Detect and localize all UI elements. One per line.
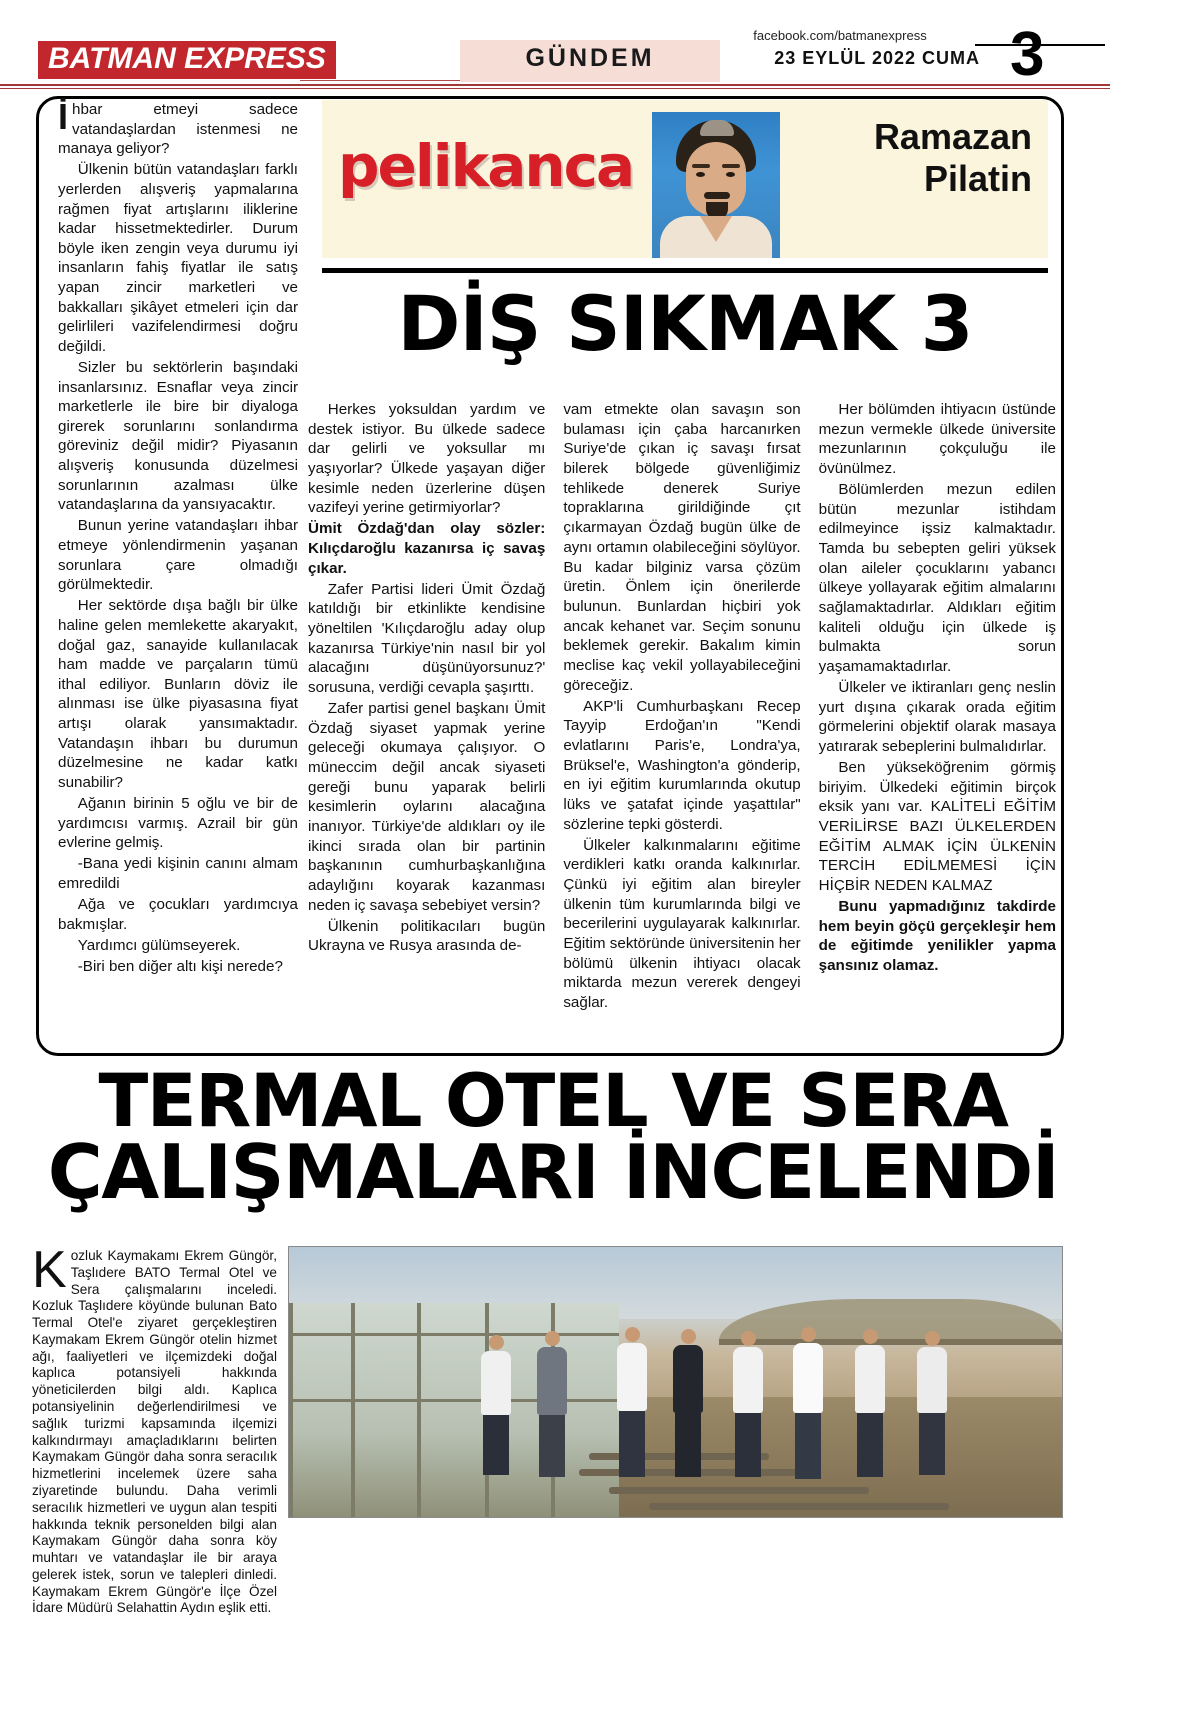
photo-greenhouse	[289, 1303, 619, 1518]
person-2-head	[545, 1331, 560, 1346]
person-4-legs	[675, 1413, 701, 1477]
person-4-body	[673, 1345, 703, 1413]
masthead-underline-thick	[0, 84, 1110, 86]
person-8-head	[925, 1331, 940, 1346]
person-8-body	[917, 1347, 947, 1413]
page-number: 3	[1010, 20, 1045, 89]
portrait-hair-highlight	[700, 120, 734, 136]
person-7-head	[863, 1329, 878, 1344]
masthead-underline-thin	[0, 88, 1110, 89]
person-5-legs	[735, 1413, 761, 1477]
c3-para-2: Ülkeler ve iktiranları genç neslin yurt dışına çıkarak orada eğitim görmelerini objektif olarak masaya yatırarak sebeplerini bulmalıdırlar.	[818, 679, 1056, 756]
bottom-headline-line1: TERMAL OTEL VE SERA	[98, 1059, 1008, 1144]
person-5-body	[733, 1347, 763, 1413]
person-1-legs	[483, 1415, 509, 1475]
person-3-head	[625, 1327, 640, 1342]
bottom-story-photo	[288, 1246, 1063, 1518]
greenhouse-beam-1	[289, 1333, 619, 1336]
dropcap-i: İ	[58, 96, 69, 137]
greenhouse-beam-2	[289, 1399, 619, 1402]
headline-rule	[322, 268, 1048, 273]
c3-closing-bold: Bunu yapmadığınız takdirde hem beyin göçü gerçekleşir hem de eğitimde yenilikler yapma şansınız olamaz.	[818, 898, 1056, 975]
bottom-story-body	[32, 1241, 277, 1617]
person-6-body	[793, 1343, 823, 1413]
left-para-5: Ağanın birinin 5 oğlu ve bir de yardımcısı varmış. Azrail bir gün evlerine gelmiş.	[58, 794, 298, 852]
person-3-body	[617, 1343, 647, 1411]
person-6-head	[801, 1327, 816, 1342]
portrait-brow-left	[692, 164, 710, 168]
c1-para-3: Zafer partisi genel başkanı Ümit Özdağ siyaset yapmak yerine geleceği okumaya çalışıyor. O müneccim değil ancak siyaseti gereği bunu yaparak belirli kesimlerin oylarını alacağına inanıyor. Türkiye'de aldıkları oy ile ikinci sırada olan bir partinin başkanının cumhurbaşkanlığına adaylığını koyarak kazanması neden iç savaşa sebebiyet versin?	[308, 699, 546, 914]
masthead	[0, 0, 1200, 92]
masthead-left-rule	[300, 80, 460, 81]
left-para-0: hbar etmeyi sadece vatandaşlardan istenmesi ne manaya geliyor?	[58, 101, 298, 158]
left-para-9: -Biri ben diğer altı kişi nerede?	[77, 957, 283, 975]
left-para-1: Ülkenin bütün vatandaşları farklı yerlerden alışveriş yapmalarına rağmen fiyat artışlarını iliklerine kadar hissetmektedirler. Durum böyle iken zengin veya durumu iyi insanların fahiş fiyatlar ile satış yapan zincir marketleri ve bakkalları şikâyet etmeleri için dar gelirlileri vazifelendirmesi doğru değildi.	[58, 161, 298, 355]
person-7-body	[855, 1345, 885, 1413]
newspaper-logo: BATMAN EXPRESS	[38, 41, 336, 79]
c3-para-0: Her bölümden ihtiyacın üstünde mezun vermekle ülkede üniversite mezunlarının çokçuluğu ile övünülmez.	[818, 401, 1056, 478]
section-title: GÜNDEM	[525, 44, 655, 72]
opinion-columns	[308, 400, 1056, 1045]
c1-para-0: Herkes yoksuldan yardım ve destek istiyor. Bu ülkede sadece dar gelirli ve yoksullar mı yaşıyorlar? Ülkede yaşayan diğer kesimle neden üzerlerine düşen vazifeyi yerine getirmiyorlar?	[308, 401, 546, 517]
opinion-column-3	[819, 400, 1056, 1045]
column-banner	[322, 100, 1048, 258]
c1-para-2: Zafer Partisi lideri Ümit Özdağ katıldığı bir etkinlikte kendisine yöneltilen 'Kılıçdaroğlu aday olup kazanırsa Türkiye'nin nasıl bir yol alacağını düşünüyorsunuz?' sorusuna, verdiği cevapla şaşırttı.	[308, 580, 546, 697]
person-1-body	[481, 1351, 511, 1415]
c2-para-1: AKP'li Cumhurbaşkanı Recep Tayyip Erdoğan'ın "Kendi evlatlarını Paris'e, Londra'ya, Brüksel'e, Washington'a gönderip, en iyi eğitim kurumlarında okutup lüks ve şatafat içinde yaşattılar" sözlerine tepki gösterdi.	[563, 697, 801, 833]
bottom-story-headline	[40, 1059, 1066, 1216]
c3-para-3: Ben yükseköğrenim görmiş biriyim. Ülkedeki eğitimin birçok eksik yanı var. KALİTELİ EĞİTİM VERİLİRSE BAZI ÜLKELERDEN EĞİTİM ALMAK İÇİN ÜLKENİN TERCİH EDİLMEMESİ İÇİN HİÇBİR NEDEN KALMAZ	[818, 758, 1056, 895]
publication-date: 23 EYLÜL 2022 CUMA	[774, 48, 980, 68]
left-para-6: -Bana yedi kişinin canını almam emredildi	[58, 855, 298, 892]
left-para-3: Bunun yerine vatandaşları ihbar etmeye yönlendirmenin yaşanan sorunlara çare olmadığı görülmektedir.	[58, 517, 298, 594]
person-1-head	[489, 1335, 504, 1350]
photo-pipe-4	[649, 1503, 949, 1510]
author-name-line2: Pilatin	[923, 158, 1032, 200]
author-name	[732, 116, 1032, 201]
person-8-legs	[919, 1413, 945, 1475]
person-3-legs	[619, 1411, 645, 1477]
facebook-handle: facebook.com/batmanexpress	[753, 28, 927, 43]
c1-subhead: Ümit Özdağ'dan olay sözler: Kılıçdaroğlu kazanırsa iç savaş çıkar.	[308, 520, 546, 577]
left-para-8: Yardımcı gülümseyerek.	[77, 936, 241, 954]
opinion-column-2	[563, 400, 800, 1045]
left-para-2: Sizler bu sektörlerin başındaki insanlarsınız. Esnaflar veya zincir marketlerle ile bire bir diyaloga girerek sorunlarını sonlandırma göreviniz değil midir? Piyasanın alışveriş konusunda düzelmesi sorunlarının azalması ülke vatandaşlarına da yansıyacaktır.	[58, 358, 298, 514]
opinion-headline: DİŞ SIKMAK 3	[397, 279, 973, 368]
pelikanca-logo: pelikanca	[338, 132, 634, 200]
left-para-7: Ağa ve çocukları yardımcıya bakmışlar.	[58, 895, 298, 933]
c2-para-0: vam etmekte olan savaşın son bulaması için çaba harcanırken Suriye'de çıkan iç savaşı fırsat bilerek bölgede güvenliğimiz tehlikede denerek Suriye topraklarına girildiğinde çıt çıkarmayan Özdağ bugün ülke de aynı ortamın olabileceğini söylüyor. Bu kadar bilginiz varsa çözüm üretin. Önlem için önerilerde bulunun. Bunlardan hiçbiri yok ancak kehanet var. Seçim sonunu beklemek gerekir. Bakalım kimin meclise kaç vekil yollayabileceğini göreceğiz.	[563, 401, 801, 694]
opinion-column-1	[308, 400, 545, 1045]
person-4-head	[681, 1329, 696, 1344]
photo-fence	[719, 1339, 1063, 1345]
person-2-body	[537, 1347, 567, 1415]
author-name-line1: Ramazan	[873, 116, 1032, 157]
c3-para-1: Bölümlerden mezun edilen bütün mezunlar istihdam edilmeyince işsiz kalmaktadır. Tamda bu sebepten geliri yüksek olan aileler çocuklarını yabancı ülkeye yollayarak eğitim almalarını sağlamaktadırlar. Aldıkları eğitim kaliteli olduğu için ülkede iş bulmakta sorun yaşamamaktadırlar.	[818, 480, 1056, 676]
photo-pipe-3	[609, 1487, 869, 1494]
c1-para-4: Ülkenin politikacıları bugün Ukrayna ve Rusya arasında de-	[308, 917, 546, 955]
person-2-legs	[539, 1415, 565, 1477]
left-summary-column	[58, 96, 298, 1045]
bottom-headline-line2: ÇALIŞMALARI İNCELENDİ	[47, 1127, 1059, 1216]
portrait-eye-left	[696, 172, 705, 177]
person-6-legs	[795, 1413, 821, 1479]
left-para-4: Her sektörde dışa bağlı bir ülke haline gelen memlekette akaryakıt, doğal gaz, sanayide kullanılacak ham madde ve parçaların tümü ithal ediliyor. Bunların döviz ile alınması ise ülke piyasasına fiyat artışı olarak yansımaktadır. Vatandaşın ihbarı bu durumun düzelmesine ne kadar katkı sunabilir?	[58, 597, 298, 791]
bottom-body-text: ozluk Kaymakamı Ekrem Güngör, Taşlıdere BATO Termal Otel ve Sera çalışmalarını inceledi. Kozluk Taşlıdere köyünde bulunan Bato Termal Otel'e ziyaret gerçekleştiren Kaymakam Ekrem Güngör otelin hizmet ağı, faaliyetleri ve ilçemizdeki doğal kaplıca potansiyeli hakkında yöneticilerden bilgi aldı. Kaplıca potansiyelinin değerlendirilmesi ve sağlık turizmi kapsamında ilçemizi kalkındırmayı amaçladıklarını belirten Kaymakam Güngör daha sonra seracılık hizmetlerini incelemek üzere saha ziyaretinde bulundu. Daha verimli seracılık hizmetleri ve uygun alan tespiti hakkında teknik personelden bilgi alan Kaymakam Güngör daha sonra köy muhtarı ve vatandaşlar ile bir araya gelerek istek, sorun ve talepleri dinledi. Kaymakam Ekrem Güngör'e İlçe Özel İdare Müdürü Selahattin Aydın eşlik etti.	[32, 1248, 277, 1616]
dropcap-k: K	[32, 1241, 67, 1299]
person-5-head	[741, 1331, 756, 1346]
c2-para-2: Ülkeler kalkınmalarını eğitime verdikleri katkı oranda kalkınırlar. Çünkü iyi eğitim alan bireyler ülkenin tüm kurumlarında bilgi ve becerilerini uygulayarak kalkınırlar. Eğitim sektöründe üniversitenin her bölümü ülkenin ihtiyacı olacak miktarda mezun vererek dengeyi sağlar.	[563, 836, 801, 1012]
portrait-moustache	[704, 192, 730, 199]
person-7-legs	[857, 1413, 883, 1477]
